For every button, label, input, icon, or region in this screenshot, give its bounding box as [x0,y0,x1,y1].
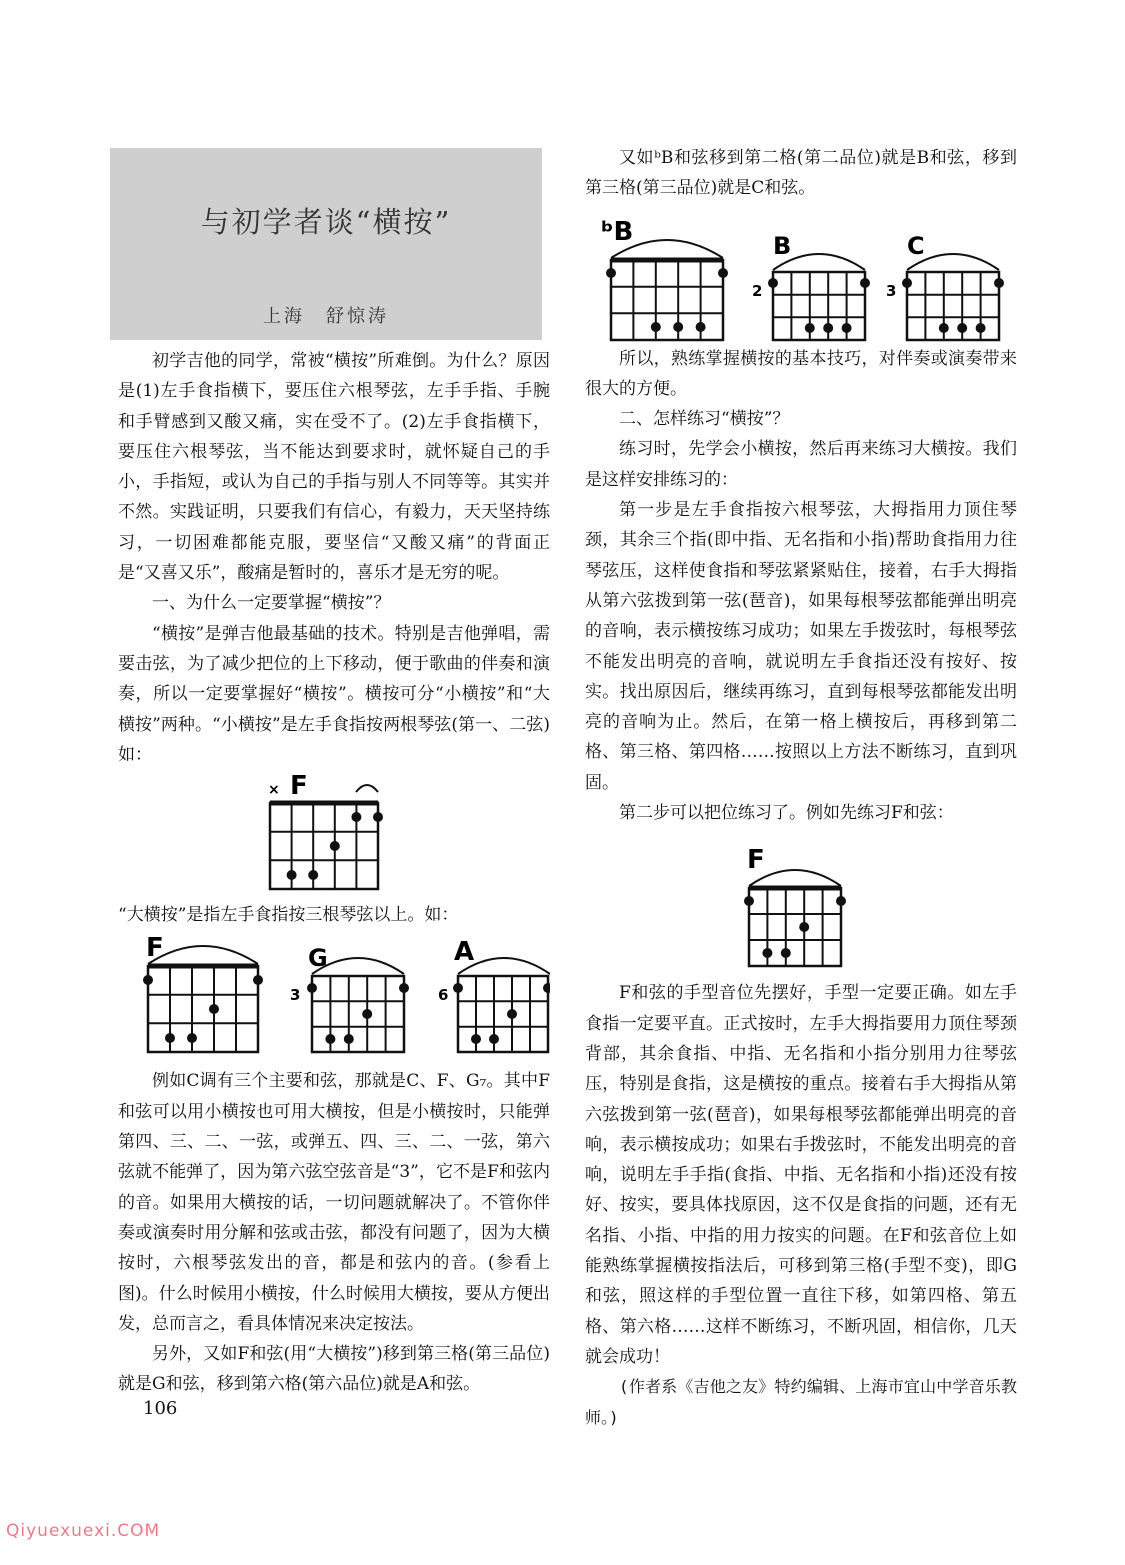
paragraph: 另外，又如F和弦(用“大横按”)移到第三格(第三品位)就是G和弦，移到第六格(第六品位)就是A和弦。 [118,1344,550,1395]
finger-dot [836,896,846,906]
chord-name: A [454,937,475,968]
finger-dot [768,278,778,288]
finger-dot [902,278,912,288]
paragraph: “大横按”是指左手食指按三根琴弦以上。如： [118,905,459,926]
paragraph: F和弦的手型音位先摆好，手型一定要正确。如左手食指一定要平直。正式按时，左手大拇指要用力顶住琴颈背部，其余食指、中指、无名指和小指分别用力往琴弦压，特别是食指，这是横按的重点。接着右手大拇指从第六弦拨到第一弦(琶音)，如果每根琴弦都能弹出明亮的音响，表示横按成功；如果右手拨弦时，不能发出明亮的音响，说明左手手指(食指、中指、无名指和小指)还没有按好、按实，要具体找原因，这不仅是食指的问题，还有无名指、小指、中指的用力按实的问题。在F和弦音位上如能熟练掌握横按指法后，可移到第三格(手型不变)，即G和弦，照这样的手型位置一直往下移，如第四格、第五格、第六格……这样不断练习，不断巩固，相信你，几天就会成功！ [585,983,1017,1367]
finger-dot [187,1033,197,1043]
paragraph: 练习时，先学会小横按，然后再来练习大横按。我们是这样安排练习的： [585,439,1017,490]
author-note: (作者系《吉他之友》特约编辑、上海市宜山中学音乐教师。) [585,1377,1017,1427]
paragraph: 初学吉他的同学，常被“横按”所难倒。为什么？原因是(1)左手食指横下，要压住六根琴弦，左手手指、手腕和手臂感到又酸又痛，实在受不了。(2)左手食指横下，要压住六根琴弦，当不能达到要求时，就怀疑自己的手小，手指短，或认为自己的手指与别人不同等等。其实并不然。实践证明，只要我们有信心，有毅力，天天坚持练习，一切困难都能克服，要坚信“又酸又痛”的背面正是“又喜又乐”，酸痛是暂时的，喜乐才是无穷的呢。 [118,351,550,584]
finger-dot [651,322,661,332]
fretboard [270,803,378,889]
chord-name: B [773,231,792,260]
fretboard [611,260,723,340]
finger-dot [330,841,340,851]
finger-dot [976,323,986,333]
chord-name: ᵇB [601,216,634,247]
chord-diagram-small-f [118,770,550,900]
finger-dot [165,1033,175,1043]
finger-dot [696,322,706,332]
finger-dot [399,983,409,993]
barre-arc [356,785,378,792]
finger-dot [362,1009,372,1019]
finger-dot [939,323,949,333]
finger-dot [805,323,815,333]
chord-name: F [290,771,308,802]
fretboard [148,966,258,1052]
finger-dot [253,975,263,985]
fret-number: 3 [886,281,897,300]
finger-dot [308,870,318,880]
finger-dot [507,1009,517,1019]
finger-dot [344,1034,354,1044]
mute-mark: × [268,782,280,799]
finger-dot [994,278,1004,288]
bb-b-c-chords-svg [585,204,1017,344]
article-author: 上海 舒惊涛 [263,306,389,327]
paragraph: 又如ᵇB和弦移到第二格(第二品位)就是B和弦，移到第三格(第三品位)就是C和弦。 [585,148,1017,199]
fret-number: 3 [290,986,301,1005]
fret-number: 2 [752,281,763,300]
finger-dot [718,268,728,278]
chord-diagrams-big-barre [118,930,550,1066]
page-number: 106 [143,1398,178,1419]
section-heading: 二、怎样练习“横按”？ [619,409,790,430]
finger-dot [781,948,791,958]
paragraph: 所以，熟练掌握横按的基本技巧，对伴奏或演奏带来很大的方便。 [585,348,1017,399]
site-watermark: Qiyuexuexi.COM [6,1521,161,1541]
paragraph: 第一步是左手食指按六根琴弦，大拇指用力顶住琴颈，其余三个指(即中指、无名指和小指)帮助食指用力往琴弦压，这样使食指和琴弦紧紧贴住，接着，右手大拇指从第六弦拨到第一弦(琶音)，如果每根琴弦都能弹出明亮的音响，表示横按练习成功；如果左手拨弦时，每根琴弦不能发出明亮的音响，就说明左手食指还没有按好、按实。找出原因后，继续再练习，直到每根琴弦都能发出明亮的音响为止。然后，在第一格上横按后，再移到第二格、第三格、第四格……按照以上方法不断练习，直到巩固。 [585,500,1017,793]
finger-dot [325,1034,335,1044]
finger-dot [957,323,967,333]
finger-dot [543,983,550,993]
big-barre-chords-svg [118,930,550,1066]
single-f-chord-svg [585,828,1017,978]
finger-dot [606,268,616,278]
barre-arc [148,946,258,964]
finger-dot [842,323,852,333]
small-f-chord-svg [118,770,550,900]
chord-name: G [308,944,328,973]
finger-dot [453,983,463,993]
finger-dot [762,948,772,958]
finger-dot [860,278,870,288]
finger-dot [307,983,317,993]
paragraph: 例如C调有三个主要和弦，那就是C、F、G₇。其中F和弦可以用小横按也可用大横按，但是小横按时，只能弹第四、三、二、一弦，或弹五、四、三、二、一弦，第六弦就不能弹了，因为第六弦空弦音是“3”，它不是F和弦内的音。如果用大横按的话，一切问题就解决了。不管你伴奏或演奏时用分解和弦或击弦，都没有问题了，因为大横按时，六根琴弦发出的音，都是和弦内的音。(参看上图)。什么时候用小横按，什么时候用大横按，要从方便出发，总而言之，看具体情况来决定按法。 [118,1071,550,1334]
finger-dot [744,896,754,906]
fret-number: 6 [438,986,449,1005]
finger-dot [287,870,297,880]
paragraph: “横按”是弹吉他最基础的技术。特别是吉他弹唱，需要击弦，为了减少把位的上下移动，便于歌曲的伴奏和演奏，所以一定要掌握好“横按”。横按可分“小横按”和“大横按”两种。“小横按”是左手食指按两根琴弦(第一、二弦)如： [118,623,550,765]
finger-dot [209,1004,219,1014]
article-title: 与初学者谈“横按” [200,205,452,239]
chord-diagram-single-f [585,828,1017,978]
chord-diagrams-bb-b-c [585,204,1017,344]
section-heading: 一、为什么一定要掌握“横按”？ [152,593,391,614]
finger-dot [373,812,383,822]
paragraph: 第二步可以把位练习了。例如先练习F和弦： [619,803,954,824]
finger-dot [351,812,361,822]
chord-name: F [747,845,765,876]
left-column [118,346,550,1400]
chord-name: F [146,933,164,964]
finger-dot [471,1034,481,1044]
finger-dot [823,323,833,333]
finger-dot [489,1034,499,1044]
finger-dot [799,922,809,932]
right-column [585,143,1017,1433]
finger-dot [673,322,683,332]
title-banner [110,148,542,340]
finger-dot [143,975,153,985]
chord-name: C [907,231,925,260]
